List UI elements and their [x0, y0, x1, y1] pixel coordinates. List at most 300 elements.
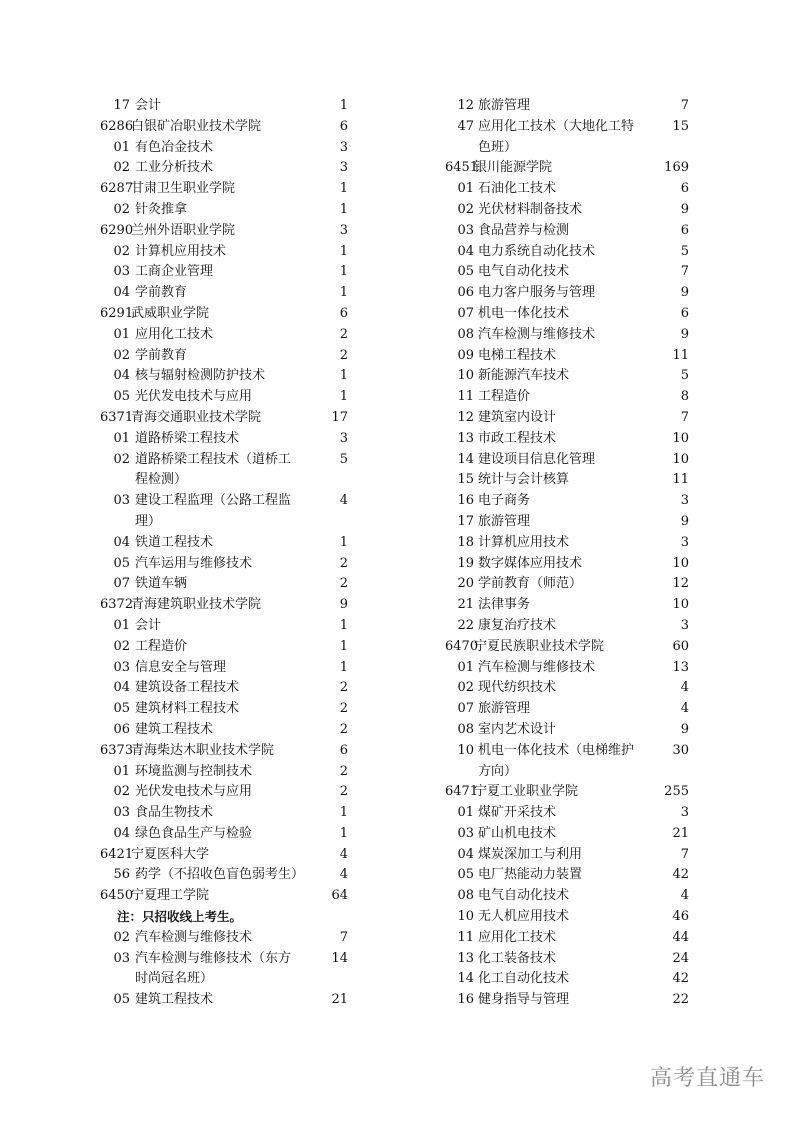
plan-count: 6: [680, 305, 689, 321]
major-name: 化工自动化技术: [478, 971, 570, 987]
major-name: 康复治疗技术: [478, 617, 557, 633]
plan-count: 10: [672, 555, 689, 571]
major-name: 现代纺织技术: [478, 680, 557, 696]
major-code: 04: [113, 285, 130, 301]
major-code: 08: [457, 326, 474, 342]
major-row: [100, 387, 350, 408]
plan-count: 30: [672, 742, 689, 758]
major-code: 03: [113, 805, 130, 821]
major-code: 02: [113, 201, 130, 217]
institution-code: 6371: [100, 409, 134, 425]
plan-count: 4: [680, 888, 689, 904]
major-row: [445, 824, 691, 845]
institution-name: 银川能源学院: [474, 160, 553, 176]
major-row: [100, 242, 350, 263]
major-row: [100, 990, 350, 1011]
major-name: 药学（不招收色盲色弱考生）: [135, 867, 305, 883]
major-name: 光伏材料制备技术: [478, 201, 583, 217]
major-row: [100, 782, 350, 803]
institution-name: 宁夏医科大学: [131, 846, 210, 862]
plan-count: 6: [680, 222, 689, 238]
major-name: 法律事务: [478, 597, 531, 613]
major-row: [100, 720, 350, 741]
plan-count: 3: [680, 805, 689, 821]
major-code: 03: [113, 493, 130, 509]
institution-row: [100, 886, 350, 907]
major-row: [445, 574, 691, 595]
major-row: [445, 554, 691, 575]
major-name: 汽车检测与维修技术: [478, 659, 596, 675]
major-name: 室内艺术设计: [478, 721, 557, 737]
watermark-logo: 高考直通车: [649, 1066, 765, 1091]
major-name: 道路桥梁工程技术（道桥工程检测）: [135, 451, 292, 488]
major-code: 01: [113, 326, 130, 342]
major-code: 06: [113, 721, 130, 737]
major-row: [445, 865, 691, 886]
major-row: [445, 741, 691, 783]
major-code: 07: [113, 576, 130, 592]
major-name: 光伏发电技术与应用: [135, 784, 253, 800]
major-name: 新能源汽车技术: [478, 368, 570, 384]
major-row: [445, 179, 691, 200]
institution-code: 6286: [100, 118, 134, 134]
major-row: [100, 554, 350, 575]
major-name: 市政工程技术: [478, 430, 557, 446]
major-row: [445, 845, 691, 866]
left-column: [100, 96, 350, 1011]
major-name: 建筑工程技术: [135, 721, 214, 737]
major-row: [100, 678, 350, 699]
major-row: [100, 574, 350, 595]
major-row: [100, 138, 350, 159]
major-row: [445, 990, 691, 1011]
institution-row: [100, 408, 350, 429]
major-code: 03: [113, 950, 130, 966]
plan-count: 3: [339, 222, 348, 238]
major-name: 石油化工技术: [478, 181, 557, 197]
plan-count: 1: [339, 181, 348, 197]
major-code: 19: [457, 555, 474, 571]
plan-count: 9: [680, 285, 689, 301]
major-row: [445, 429, 691, 450]
institution-name: 兰州外语职业学院: [131, 222, 236, 238]
major-row: [445, 699, 691, 720]
major-code: 04: [113, 825, 130, 841]
major-row: [100, 96, 350, 117]
major-name: 工业分析技术: [135, 160, 214, 176]
major-name: 工程造价: [478, 389, 531, 405]
major-code: 05: [113, 701, 130, 717]
major-name: 应用化工技术: [135, 326, 214, 342]
major-code: 02: [113, 638, 130, 654]
major-row: [100, 533, 350, 554]
plan-count: 5: [680, 368, 689, 384]
major-code: 04: [457, 846, 474, 862]
major-code: 02: [113, 243, 130, 259]
major-row: [445, 533, 691, 554]
institution-row: [100, 221, 350, 242]
major-code: 56: [113, 867, 130, 883]
major-row: [100, 637, 350, 658]
plan-count: 1: [339, 285, 348, 301]
note-row: [100, 907, 350, 928]
major-code: 10: [457, 368, 474, 384]
major-row: [445, 658, 691, 679]
major-name: 旅游管理: [478, 513, 531, 529]
major-name: 健身指导与管理: [478, 992, 570, 1008]
major-code: 12: [457, 409, 474, 425]
major-row: [445, 470, 691, 491]
major-code: 11: [457, 389, 474, 405]
major-name: 化工装备技术: [478, 950, 557, 966]
plan-count: 1: [339, 201, 348, 217]
major-row: [445, 928, 691, 949]
major-code: 13: [457, 430, 474, 446]
major-row: [100, 928, 350, 949]
major-row: [445, 616, 691, 637]
institution-code: 6290: [100, 222, 134, 238]
plan-count: 15: [672, 118, 689, 134]
major-row: [445, 262, 691, 283]
note-text: 注：只招收线上考生。: [117, 909, 243, 925]
plan-count: 3: [339, 160, 348, 176]
institution-code: 6450: [100, 888, 134, 904]
major-code: 20: [457, 576, 474, 592]
major-name: 建设项目信息化管理: [478, 451, 596, 467]
major-code: 18: [457, 534, 474, 550]
major-name: 无人机应用技术: [478, 909, 570, 925]
major-name: 汽车检测与维修技术: [135, 929, 253, 945]
major-name: 建筑室内设计: [478, 409, 557, 425]
major-code: 04: [113, 680, 130, 696]
major-name: 学前教育: [135, 285, 188, 301]
major-code: 01: [457, 659, 474, 675]
plan-count: 1: [339, 534, 348, 550]
major-name: 计算机应用技术: [478, 534, 570, 550]
plan-count: 13: [672, 659, 689, 675]
plan-count: 1: [339, 389, 348, 405]
institution-row: [445, 158, 691, 179]
plan-count: 2: [339, 784, 348, 800]
major-code: 08: [457, 721, 474, 737]
major-row: [445, 907, 691, 928]
major-name: 有色冶金技术: [135, 139, 214, 155]
major-name: 食品生物技术: [135, 805, 214, 821]
plan-count: 4: [339, 867, 348, 883]
major-row: [445, 803, 691, 824]
major-code: 12: [457, 98, 474, 113]
major-row: [445, 408, 691, 429]
plan-count: 46: [672, 909, 689, 925]
major-name: 绿色食品生产与检验: [135, 825, 253, 841]
major-name: 会计: [135, 98, 162, 113]
major-row: [445, 678, 691, 699]
major-name: 信息安全与管理: [135, 659, 227, 675]
major-row: [445, 969, 691, 990]
major-name: 电厂热能动力装置: [478, 867, 583, 883]
institution-code: 6372: [100, 597, 134, 613]
major-code: 02: [457, 680, 474, 696]
major-code: 06: [457, 285, 474, 301]
major-code: 04: [457, 243, 474, 259]
major-code: 16: [457, 493, 474, 509]
plan-count: 42: [672, 867, 689, 883]
plan-count: 2: [339, 721, 348, 737]
major-code: 01: [113, 430, 130, 446]
plan-count: 7: [339, 929, 348, 945]
major-row: [445, 242, 691, 263]
major-row: [445, 325, 691, 346]
plan-count: 3: [680, 493, 689, 509]
major-code: 15: [457, 472, 474, 488]
plan-count: 255: [664, 784, 689, 800]
plan-count: 7: [680, 409, 689, 425]
institution-row: [100, 845, 350, 866]
plan-count: 6: [339, 118, 348, 134]
plan-count: 9: [680, 513, 689, 529]
plan-count: 10: [672, 430, 689, 446]
plan-count: 1: [339, 368, 348, 384]
major-name: 数字媒体应用技术: [478, 555, 583, 571]
plan-count: 14: [331, 950, 348, 966]
major-code: 02: [113, 784, 130, 800]
major-row: [445, 720, 691, 741]
institution-name: 宁夏工业职业学院: [474, 784, 579, 800]
major-code: 16: [457, 992, 474, 1008]
plan-count: 24: [672, 950, 689, 966]
major-code: 22: [457, 617, 474, 633]
major-name: 汽车检测与维修技术（东方时尚冠名班）: [135, 950, 292, 987]
plan-count: 1: [339, 805, 348, 821]
major-code: 03: [113, 659, 130, 675]
plan-count: 8: [680, 389, 689, 405]
major-code: 13: [457, 950, 474, 966]
major-row: [445, 200, 691, 221]
major-name: 学前教育（师范）: [478, 576, 583, 592]
major-name: 煤矿开采技术: [478, 805, 557, 821]
major-name: 应用化工技术（大地化工特色班）: [478, 118, 635, 155]
major-name: 环境监测与控制技术: [135, 763, 253, 779]
plan-count: 1: [339, 825, 348, 841]
major-code: 01: [457, 805, 474, 821]
major-name: 电气自动化技术: [478, 888, 570, 904]
major-name: 建筑材料工程技术: [135, 701, 240, 717]
plan-count: 9: [680, 326, 689, 342]
major-row: [445, 886, 691, 907]
plan-count: 7: [680, 98, 689, 113]
major-row: [100, 616, 350, 637]
institution-name: 宁夏民族职业技术学院: [474, 638, 605, 654]
major-name: 汽车检测与维修技术: [478, 326, 596, 342]
major-row: [445, 96, 691, 117]
major-name: 针灸推拿: [135, 201, 188, 217]
major-name: 道路桥梁工程技术: [135, 430, 240, 446]
major-name: 矿山机电技术: [478, 825, 557, 841]
plan-count: 9: [680, 721, 689, 737]
major-code: 03: [457, 825, 474, 841]
plan-count: 3: [339, 430, 348, 446]
major-code: 02: [113, 160, 130, 176]
major-row: [100, 200, 350, 221]
major-row: [100, 699, 350, 720]
plan-count: 22: [672, 992, 689, 1008]
major-name: 铁道车辆: [135, 576, 188, 592]
plan-count: 2: [339, 680, 348, 696]
major-row: [445, 346, 691, 367]
major-code: 21: [457, 597, 474, 613]
major-row: [445, 117, 691, 159]
major-row: [100, 658, 350, 679]
right-column: [445, 96, 691, 1011]
plan-count: 1: [339, 243, 348, 259]
plan-count: 10: [672, 451, 689, 467]
major-name: 机电一体化技术（电梯维护方向）: [478, 742, 635, 779]
major-code: 11: [457, 929, 474, 945]
major-row: [100, 366, 350, 387]
major-row: [445, 949, 691, 970]
plan-count: 4: [339, 846, 348, 862]
major-row: [445, 221, 691, 242]
major-row: [100, 429, 350, 450]
plan-count: 11: [672, 472, 689, 488]
major-name: 核与辐射检测防护技术: [135, 368, 266, 384]
major-name: 会计: [135, 617, 162, 633]
plan-count: 11: [672, 347, 689, 363]
plan-count: 6: [339, 742, 348, 758]
major-name: 电力客户服务与管理: [478, 285, 596, 301]
major-code: 10: [457, 909, 474, 925]
institution-code: 6451: [445, 160, 479, 176]
major-code: 01: [113, 139, 130, 155]
major-row: [445, 595, 691, 616]
major-code: 14: [457, 971, 474, 987]
major-name: 计算机应用技术: [135, 243, 227, 259]
major-code: 17: [457, 513, 474, 529]
major-name: 食品营养与检测: [478, 222, 570, 238]
plan-count: 2: [339, 326, 348, 342]
major-code: 07: [457, 305, 474, 321]
plan-count: 4: [339, 493, 348, 509]
plan-count: 21: [331, 992, 348, 1008]
major-code: 02: [113, 451, 130, 467]
major-name: 建设工程监理（公路工程监理）: [135, 493, 292, 529]
major-code: 02: [113, 347, 130, 363]
plan-count: 2: [339, 763, 348, 779]
major-row: [100, 762, 350, 783]
major-name: 电力系统自动化技术: [478, 243, 596, 259]
plan-count: 2: [339, 347, 348, 363]
major-row: [100, 262, 350, 283]
major-name: 旅游管理: [478, 701, 531, 717]
institution-row: [100, 304, 350, 325]
plan-count: 64: [331, 888, 348, 904]
institution-row: [445, 782, 691, 803]
plan-count: 4: [680, 680, 689, 696]
institution-name: 甘肃卫生职业学院: [131, 181, 236, 197]
major-row: [445, 450, 691, 471]
institution-name: 武威职业学院: [131, 305, 210, 321]
major-name: 电梯工程技术: [478, 347, 557, 363]
major-code: 14: [457, 451, 474, 467]
plan-count: 6: [339, 305, 348, 321]
major-name: 铁道工程技术: [135, 534, 214, 550]
major-code: 01: [113, 617, 130, 633]
plan-count: 9: [339, 597, 348, 613]
institution-code: 6287: [100, 181, 134, 197]
plan-count: 9: [680, 201, 689, 217]
major-name: 工程造价: [135, 638, 188, 654]
plan-count: 3: [680, 617, 689, 633]
major-code: 05: [113, 992, 130, 1008]
plan-count: 7: [680, 846, 689, 862]
institution-name: 白银矿冶职业技术学院: [131, 118, 262, 134]
major-row: [445, 366, 691, 387]
major-row: [100, 491, 350, 533]
plan-count: 2: [339, 701, 348, 717]
major-name: 建筑设备工程技术: [135, 680, 240, 696]
major-row: [100, 325, 350, 346]
plan-count: 3: [680, 534, 689, 550]
major-code: 07: [457, 701, 474, 717]
major-code: 03: [113, 264, 130, 280]
institution-name: 宁夏理工学院: [131, 888, 210, 904]
major-code: 10: [457, 742, 474, 758]
plan-count: 1: [339, 264, 348, 280]
plan-count: 21: [672, 825, 689, 841]
institution-row: [100, 179, 350, 200]
major-code: 04: [113, 368, 130, 384]
major-name: 应用化工技术: [478, 929, 557, 945]
plan-count: 169: [664, 160, 689, 176]
major-code: 05: [457, 867, 474, 883]
major-code: 08: [457, 888, 474, 904]
major-name: 汽车运用与维修技术: [135, 555, 253, 571]
major-code: 02: [113, 929, 130, 945]
major-name: 旅游管理: [478, 98, 531, 113]
major-code: 05: [113, 389, 130, 405]
major-code: 01: [113, 763, 130, 779]
institution-code: 6291: [100, 305, 134, 321]
major-name: 工商企业管理: [135, 264, 214, 280]
major-code: 05: [457, 264, 474, 280]
major-name: 煤炭深加工与利用: [478, 846, 583, 862]
plan-count: 6: [680, 181, 689, 197]
major-row: [445, 491, 691, 512]
institution-code: 6470: [445, 638, 479, 654]
major-row: [100, 865, 350, 886]
major-name: 统计与会计核算: [478, 472, 570, 488]
major-name: 电子商务: [478, 493, 531, 509]
major-name: 光伏发电技术与应用: [135, 389, 253, 405]
major-code: 01: [457, 181, 474, 197]
major-row: [100, 824, 350, 845]
plan-count: 7: [680, 264, 689, 280]
major-name: 建筑工程技术: [135, 992, 214, 1008]
major-code: 09: [457, 347, 474, 363]
plan-count: 10: [672, 597, 689, 613]
major-name: 学前教育: [135, 347, 188, 363]
major-row: [100, 803, 350, 824]
major-code: 02: [457, 201, 474, 217]
institution-row: [100, 741, 350, 762]
institution-row: [445, 637, 691, 658]
major-code: 03: [457, 222, 474, 238]
major-code: 47: [457, 118, 474, 134]
major-row: [445, 512, 691, 533]
major-row: [100, 283, 350, 304]
major-row: [445, 283, 691, 304]
plan-count: 1: [339, 638, 348, 654]
